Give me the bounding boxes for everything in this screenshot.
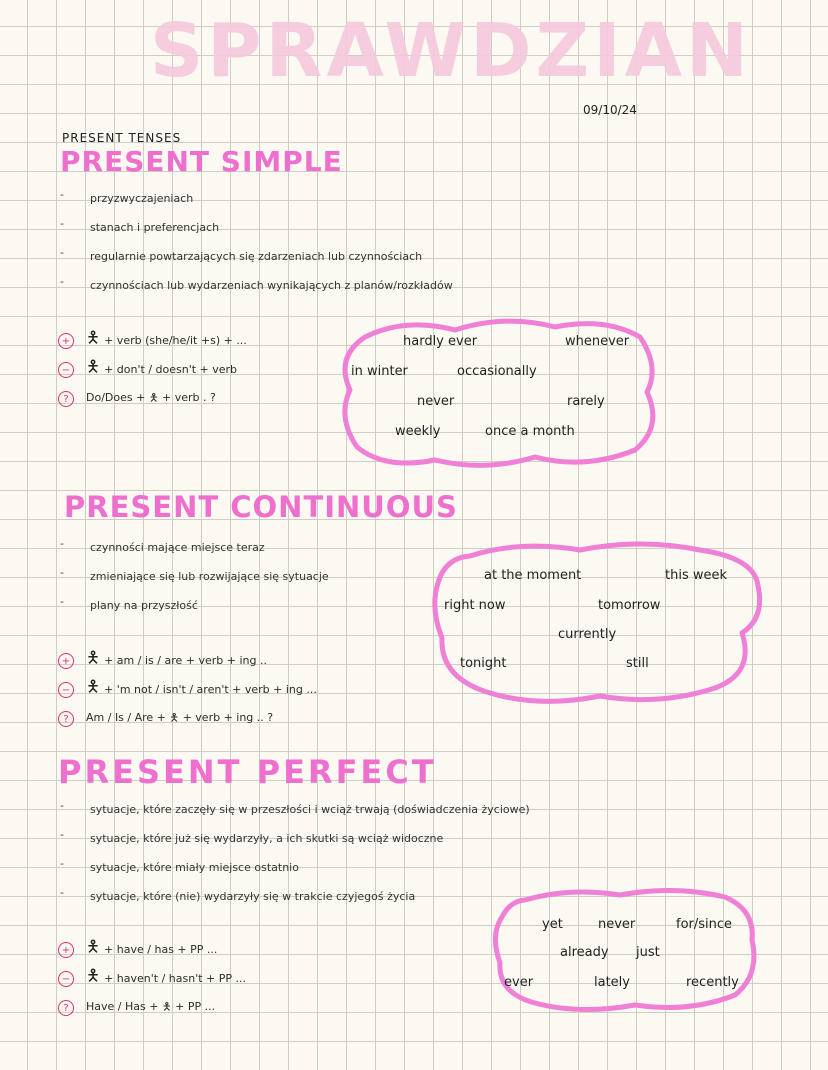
time-expression: hardly ever xyxy=(403,334,478,349)
list-item: - czynności mające miejsce teraz xyxy=(90,540,329,569)
time-expression: once a month xyxy=(485,424,575,439)
time-expression: rarely xyxy=(567,394,605,409)
time-expression: recently xyxy=(686,975,739,990)
time-expression: already xyxy=(560,945,609,960)
time-expression: at the moment xyxy=(484,568,582,583)
time-expression: never xyxy=(598,917,636,932)
plus-circle-icon: + xyxy=(58,333,74,349)
rule-text: Do/Does + 🯅 + verb . ? xyxy=(86,391,216,404)
plus-circle-icon: + xyxy=(58,653,74,669)
plus-circle-icon: + xyxy=(58,942,74,958)
rules-present-simple xyxy=(58,326,247,413)
heading-present-continuous: PRESENT CONTINUOUS xyxy=(64,490,458,524)
time-expression: ever xyxy=(504,975,534,990)
cloud-bubble-icon xyxy=(430,538,765,708)
time-expression: weekly xyxy=(395,424,441,439)
list-item: - przyzwyczajeniach xyxy=(90,191,453,220)
time-expressions-present-simple xyxy=(335,312,665,472)
uses-present-perfect xyxy=(90,802,530,918)
rule-text: Have / Has + 🯅 + PP ... xyxy=(86,1000,216,1013)
time-expression: in winter xyxy=(351,364,408,379)
time-expression: right now xyxy=(444,598,506,613)
time-expression: this week xyxy=(665,568,728,583)
rule-text: + verb (she/he/it +s) + ... xyxy=(104,334,247,347)
time-expression: tonight xyxy=(460,656,507,671)
person-icon: 🯅 xyxy=(86,966,101,985)
person-icon: 🯅 xyxy=(86,328,101,347)
cloud-bubble-icon xyxy=(490,885,760,1015)
list-item: - czynnościach lub wydarzeniach wynikających z planów/rozkładów xyxy=(90,278,453,307)
question-circle-icon: ? xyxy=(58,711,74,727)
time-expression: tomorrow xyxy=(598,598,661,613)
list-item: - sytuacje, które miały miejsce ostatnio xyxy=(90,860,530,889)
time-expression: for/since xyxy=(676,917,733,932)
rule-row xyxy=(58,935,246,964)
rule-row xyxy=(58,704,317,733)
list-item: - stanach i preferencjach xyxy=(90,220,453,249)
heading-present-perfect: PRESENT PERFECT xyxy=(58,753,437,791)
person-icon: 🯅 xyxy=(86,357,101,376)
rule-text: + haven't / hasn't + PP ... xyxy=(104,972,247,985)
uses-present-continuous xyxy=(90,540,329,627)
minus-circle-icon: − xyxy=(58,362,74,378)
list-item: - zmieniające się lub rozwijające się sytuacje xyxy=(90,569,329,598)
rule-text: + am / is / are + verb + ing .. xyxy=(104,654,267,667)
overtitle: PRESENT TENSES xyxy=(62,131,182,145)
time-expression: lately xyxy=(594,975,630,990)
time-expression: whenever xyxy=(565,334,630,349)
question-circle-icon: ? xyxy=(58,1000,74,1016)
person-icon: 🯅 xyxy=(86,677,101,696)
rule-text: + don't / doesn't + verb xyxy=(104,363,238,376)
list-item: - regularnie powtarzających się zdarzeniach lub czynnościach xyxy=(90,249,453,278)
rule-row xyxy=(58,675,317,704)
page-title: SPRAWDZIAN xyxy=(150,8,752,94)
rule-row xyxy=(58,355,247,384)
person-icon: 🯅 xyxy=(86,648,101,667)
rule-row xyxy=(58,646,317,675)
rule-text: Am / Is / Are + 🯅 + verb + ing .. ? xyxy=(86,711,274,724)
rule-row xyxy=(58,964,246,993)
rule-text: + 'm not / isn't / aren't + verb + ing ... xyxy=(104,683,317,696)
time-expression: still xyxy=(626,656,649,671)
time-expression: never xyxy=(417,394,455,409)
minus-circle-icon: − xyxy=(58,682,74,698)
list-item: - plany na przyszłość xyxy=(90,598,329,627)
list-item: - sytuacje, które zaczęły się w przeszłości i wciąż trwają (doświadczenia życiowe) xyxy=(90,802,530,831)
time-expression: occasionally xyxy=(457,364,537,379)
question-circle-icon: ? xyxy=(58,391,74,407)
rule-text: + have / has + PP ... xyxy=(104,943,218,956)
rules-present-continuous xyxy=(58,646,317,733)
rules-present-perfect xyxy=(58,935,246,1022)
list-item: - sytuacje, które już się wydarzyły, a ich skutki są wciąż widoczne xyxy=(90,831,530,860)
rule-row xyxy=(58,326,247,355)
time-expression: yet xyxy=(542,917,563,932)
uses-present-simple xyxy=(90,191,453,307)
time-expressions-present-continuous xyxy=(430,538,765,708)
time-expressions-present-perfect xyxy=(490,885,760,1015)
list-item: - sytuacje, które (nie) wydarzyły się w trakcie czyjegoś życia xyxy=(90,889,530,918)
rule-row xyxy=(58,384,247,413)
heading-present-simple: PRESENT SIMPLE xyxy=(60,145,343,178)
time-expression: currently xyxy=(558,627,617,642)
date: 09/10/24 xyxy=(583,103,637,117)
minus-circle-icon: − xyxy=(58,971,74,987)
rule-row xyxy=(58,993,246,1022)
person-icon: 🯅 xyxy=(86,937,101,956)
time-expression: just xyxy=(636,945,660,960)
